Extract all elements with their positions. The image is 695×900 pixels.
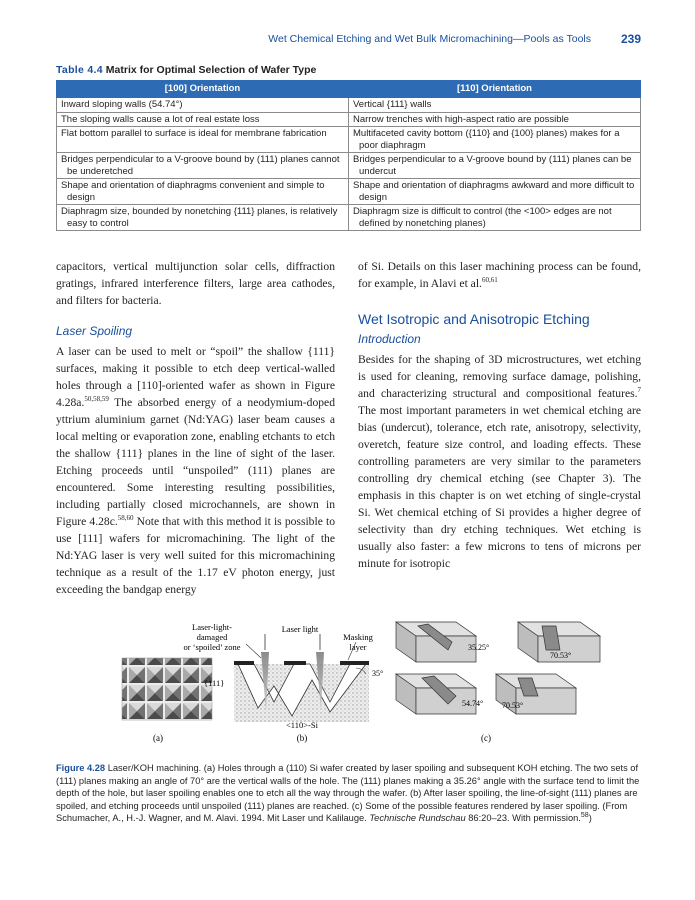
left-column — [56, 258, 335, 598]
page-number: 239 — [620, 32, 641, 46]
figure-4-28 — [56, 612, 641, 752]
figure-drawing — [56, 612, 641, 752]
table-cell: Vertical {111} walls — [349, 98, 641, 113]
column-header-110: [110] Orientation — [349, 81, 641, 98]
table-cell: Narrow trenches with high-aspect ratio are possible — [349, 112, 641, 127]
panel-c-label: (c) — [481, 733, 491, 743]
label-110-si: <110>-Si — [286, 720, 318, 730]
table-cell: Diaphragm size, bounded by nonetching {111} planes, is relatively easy to control — [57, 205, 349, 231]
table-label: Table 4.4 — [56, 64, 103, 76]
label-laser-damaged-1: Laser-light- — [192, 622, 232, 632]
panel-a-micrograph — [122, 658, 212, 720]
table-row — [57, 179, 641, 205]
column-header-100: [100] Orientation — [57, 81, 349, 98]
running-header — [56, 33, 641, 49]
label-laser-light: Laser light — [281, 624, 319, 634]
running-title: Wet Chemical Etching and Wet Bulk Micromachining—Pools as Tools — [268, 33, 591, 45]
figure-label: Figure 4.28 — [56, 763, 106, 773]
table-cell: Inward sloping walls (54.74°) — [57, 98, 349, 113]
table-row — [57, 153, 641, 179]
panel-b-label: (b) — [296, 733, 308, 743]
subheading-laser-spoiling: Laser Spoiling — [56, 324, 133, 338]
label-35-25deg: 35.25° — [468, 643, 490, 652]
table-caption — [56, 64, 316, 76]
right-intro-paragraph: of Si. Details on this laser machining process can be found, for example, in Alavi et al.$^{60,61}$ — [358, 260, 641, 290]
table-cell: Shape and orientation of diaphragms awkward and more difficult to design — [349, 179, 641, 205]
label-35deg: 35° — [372, 669, 384, 678]
label-laser-damaged-3: or ‘spoiled’ zone — [183, 642, 241, 652]
label-54-74deg: 54.74° — [462, 699, 484, 708]
panel-a-label: (a) — [153, 733, 163, 743]
wafer-selection-table — [56, 80, 641, 231]
table-cell: The sloping walls cause a lot of real estate loss — [57, 112, 349, 127]
label-111: {111} — [204, 678, 225, 688]
table-cell: Bridges perpendicular to a V-groove bound by (111) planes cannot be underetched — [57, 153, 349, 179]
label-70-53deg-bottom: 70.53° — [502, 701, 524, 710]
table-row — [57, 127, 641, 153]
label-70-53deg-top: 70.53° — [550, 651, 572, 660]
left-intro-paragraph: capacitors, vertical multijunction solar cells, diffraction gratings, infrared interference filters, large area cathodes, and filters for bacteria. — [56, 260, 335, 307]
panel-c-blocks — [396, 622, 600, 714]
label-laser-damaged-2: damaged — [196, 632, 228, 642]
introduction-paragraph: Besides for the shaping of 3D microstructures, wet etching is used for cleaning, removing surface damage, polishing, and characterizing structural and compositional features.$^7$ The most important parameters in wet chemical etching are bias (undercut), tolerance, etch rate, anisotropy, selectivity, overetch, feature size control, and loading effects. These controlling parameters are very similar to the parameters controlling dry chemical etching (see Chapter 3). The emphasis in this chapter is on wet etching of single-crystal Si. Wet chemical etching of Si provides a higher degree of selectivity than dry etching techniques. Wet etching is usually also faster: a few microns to tens of microns per minute for isotropic — [358, 353, 641, 570]
table-cell: Multifaceted cavity bottom ({110} and {100} planes) makes for a poor diaphragm — [349, 127, 641, 153]
table-cell: Diaphragm size is difficult to control (the <100> edges are not defined by nonetching planes) — [349, 205, 641, 231]
table-row — [57, 98, 641, 113]
laser-spoiling-paragraph: A laser can be used to melt or “spoil” the shallow {111} surfaces, making it possible to etch deep vertical-walled holes through a [110]-oriented wafer as shown in Figure 4.28a.$^{50,58,59}$ The absorbed energy of a neodymium-doped yttrium aluminium garnet (Nd:YAG) laser beam causes a local melting or evaporation zone, enabling etchants to etch the shallow {111} planes in the line of sight of the laser. Etching proceeds until “unspoiled” (111) planes are encountered. Some interesting resulting possibilities, including partially closed microchannels, are shown in Figure 4.28c.$^{58,60}$ Note that with this method it is possible to use [111] wafers for micromachining. The light of the Nd:YAG laser is very well suited for this micromachining technique as a result of the 1.17 eV photon energy, just exceeding the bandgap energy — [56, 345, 335, 596]
section-heading: Wet Isotropic and Anisotropic Etching — [358, 311, 590, 327]
figure-caption: Figure 4.28 Laser/KOH machining. (a) Holes through a (110) Si wafer created by laser spoiling and subsequent KOH etching. The two sets of (111) planes making an angle of 70° are the vertical walls of the hole. The (111) planes making a 35.26° angle with the surface tend to limit the depth of the hole, but laser spoiling enables one to etch all the way through the wafer. (b) After laser spoiling, the line-of-sight (111) planes are spoiled, and etching proceeds until unspoiled (111) planes are reached. (c) Some of the possible features rendered by laser spoiling. (From Schumacher, A., H.-J. Wagner, and M. Alavi. 1994. Mit Laser und Kalilauge. Technische Rundschau 86:20–23. With permission.$^{58}$) — [56, 763, 640, 824]
label-masking-1: Masking — [343, 632, 373, 642]
table-row — [57, 205, 641, 231]
subheading-introduction: Introduction — [358, 332, 421, 346]
table-cell: Bridges perpendicular to a V-groove bound by (111) planes can be undercut — [349, 153, 641, 179]
table-cell: Flat bottom parallel to surface is ideal for membrane fabrication — [57, 127, 349, 153]
table-cell: Shape and orientation of diaphragms convenient and simple to design — [57, 179, 349, 205]
table-header-row — [57, 81, 641, 98]
table-row — [57, 112, 641, 127]
right-column — [358, 258, 641, 572]
label-masking-2: layer — [349, 642, 367, 652]
table-title: Matrix for Optimal Selection of Wafer Type — [105, 64, 317, 76]
